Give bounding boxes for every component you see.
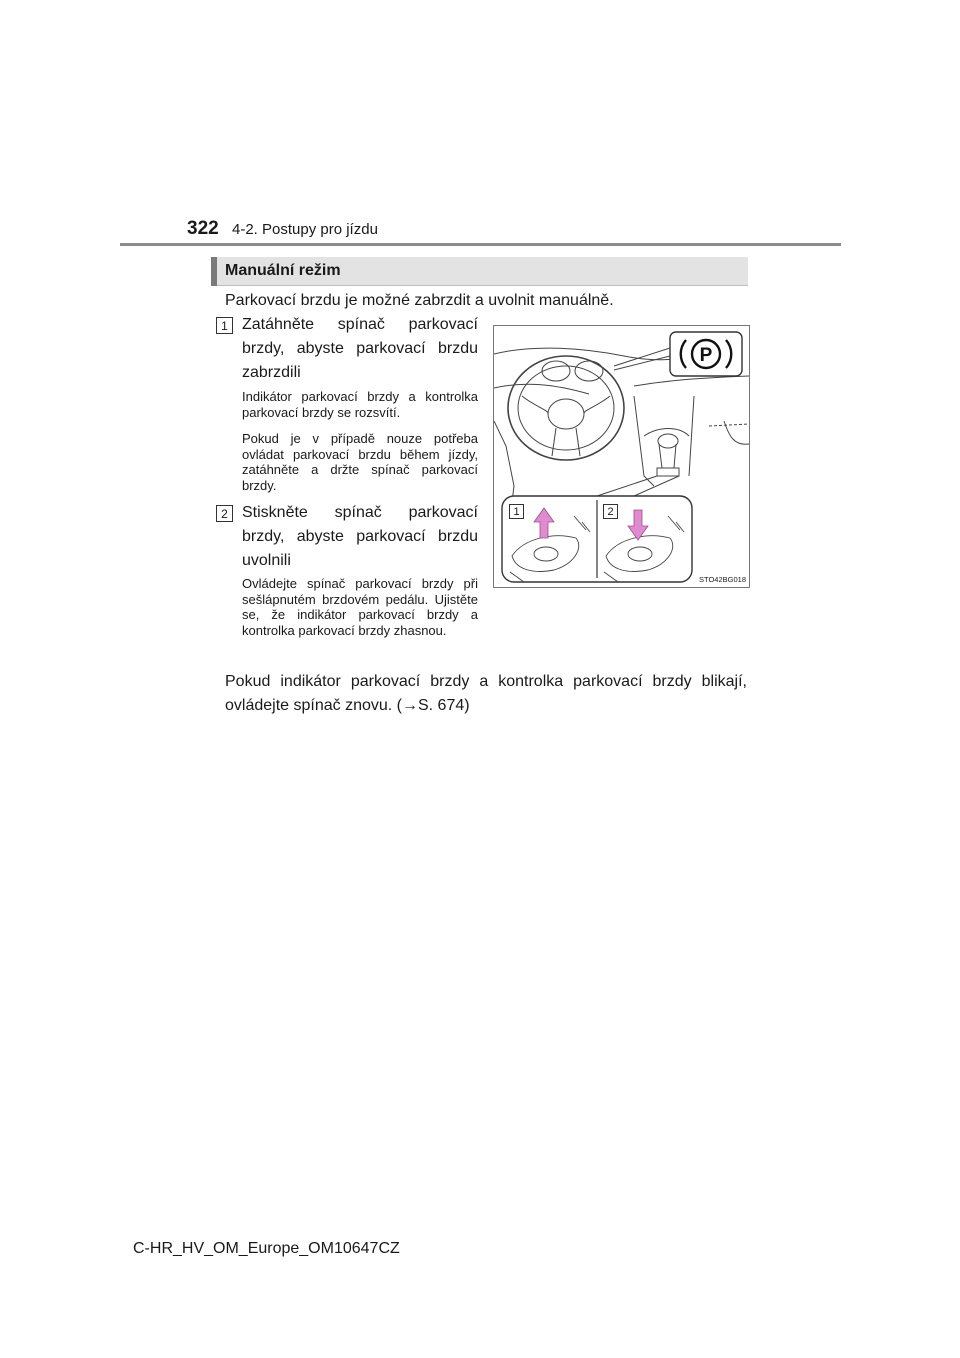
- closing-paragraph: Pokud indikátor parkovací brzdy a kontrolka parkovací brzdy blikají, ovládejte spínač znovu. (→S. 674): [225, 673, 747, 714]
- step-1-note-1: Indikátor parkovací brzdy a kontrolka parkovací brzdy se rozsvítí.: [242, 389, 478, 420]
- step-1-note-2: Pokud je v případě nouze potřeba ovládat parkovací brzdu během jízdy, zatáhněte a držte spínač parkovací brzdy.: [242, 431, 478, 493]
- header-divider: [120, 243, 841, 246]
- chapter-title: 4-2. Postupy pro jízdu: [232, 221, 378, 238]
- document-footer: C-HR_HV_OM_Europe_OM10647CZ: [133, 1240, 400, 1257]
- step-2-note: Ovládejte spínač parkovací brzdy při sešlápnutém brzdovém pedálu. Ujistěte se, že indikátor parkovací brzdy a kontrolka parkovací brzdy zhasnou.: [242, 576, 478, 638]
- step-1-title: Zatáhněte spínač parkovací brzdy, abyste parkovací brzdu zabrzdili: [242, 316, 478, 381]
- page-number: 322: [187, 218, 219, 239]
- section-intro: Parkovací brzdu je možné zabrzdit a uvolnit manuálně.: [225, 292, 614, 309]
- section-accent: [211, 257, 217, 286]
- step-number-1: 1: [216, 317, 233, 334]
- indicator-symbol: P: [699, 345, 713, 366]
- callout-1: 1: [509, 504, 524, 519]
- parking-brake-illustration: [493, 325, 750, 588]
- dashboard-drawing: [494, 326, 749, 587]
- section-title: Manuální režim: [225, 262, 341, 279]
- figure-code: STO42BG018: [699, 575, 746, 584]
- step-2-title: Stiskněte spínač parkovací brzdy, abyste parkovací brzdu uvolnili: [242, 504, 478, 569]
- step-number-2: 2: [216, 505, 233, 522]
- callout-2: 2: [603, 504, 618, 519]
